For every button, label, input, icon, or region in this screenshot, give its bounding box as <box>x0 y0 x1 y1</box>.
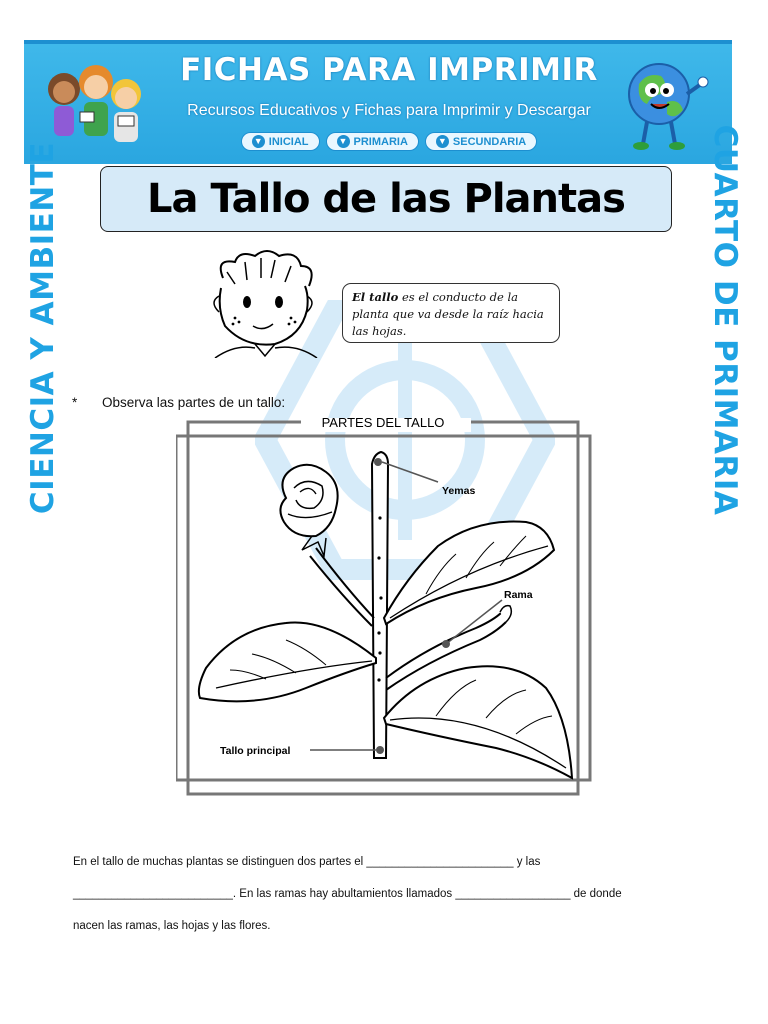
instruction-text: Observa las partes de un tallo: <box>102 395 286 410</box>
label-yemas: Yemas <box>442 485 476 497</box>
level-button-primaria[interactable] <box>326 132 419 151</box>
exercise-line-3: nacen las ramas, las hojas y las flores. <box>73 920 271 932</box>
header-banner <box>24 40 732 164</box>
level-label: SECUNDARIA <box>452 135 527 148</box>
children-illustration <box>34 54 149 154</box>
grade-vertical-title <box>696 124 754 516</box>
level-nav <box>154 132 624 151</box>
exercise-line-2: _________________________. En las ramas hay abultamientos llamados __________________ de donde <box>73 888 622 900</box>
grade-text: CUARTO DE PRIMARIA <box>707 124 743 516</box>
site-subtitle: Recursos Educativos y Fichas para Imprimir y Descargar <box>187 102 591 119</box>
stem-parts-diagram <box>176 418 594 798</box>
definition-speech-bubble <box>342 283 560 343</box>
instruction-line <box>72 395 285 410</box>
diagram-title: PARTES DEL TALLO <box>321 418 445 430</box>
down-arrow-icon: ▼ <box>337 135 350 148</box>
level-label: PRIMARIA <box>353 135 408 148</box>
definition-term: El tallo <box>352 290 399 304</box>
site-title: FICHAS PARA IMPRIMIR <box>180 52 598 88</box>
globe-mascot-icon <box>617 54 712 154</box>
boy-illustration <box>205 248 325 358</box>
label-rama: Rama <box>504 589 533 601</box>
header-text <box>154 52 624 158</box>
level-button-inicial[interactable] <box>241 132 320 151</box>
label-tallo-principal: Tallo principal <box>220 745 291 757</box>
level-button-secundaria[interactable] <box>425 132 537 151</box>
worksheet-title: La Tallo de las Plantas <box>100 166 672 232</box>
bullet-asterisk: * <box>72 395 78 410</box>
down-arrow-icon: ▼ <box>436 135 449 148</box>
subject-vertical-title <box>14 141 72 515</box>
definition-text: es el conducto de la planta que va desde la raíz hacia las hojas. <box>352 290 544 338</box>
down-arrow-icon: ▼ <box>252 135 265 148</box>
exercise-line-1: En el tallo de muchas plantas se distinguen dos partes el _______________________ y las <box>73 856 541 868</box>
level-label: INICIAL <box>268 135 309 148</box>
subject-text: CIENCIA Y AMBIENTE <box>25 141 61 515</box>
fill-in-exercise <box>73 846 693 942</box>
